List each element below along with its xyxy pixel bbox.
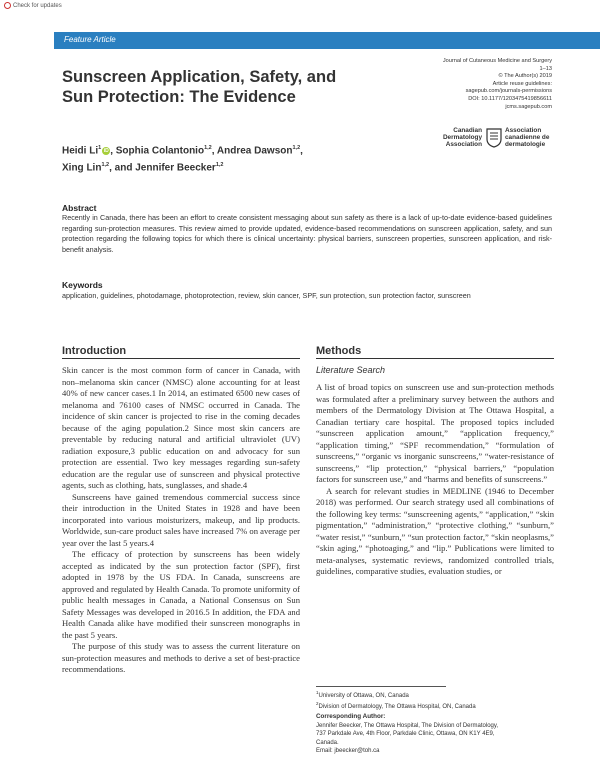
check-updates-link[interactable]: [4, 2, 62, 9]
paragraph: Skin cancer is the most common form of cancer in Canada, with non–melanoma skin cancer (NMSC) alone accounting for at least 40% of new cancer cases.1 In 2014, an estimated 6500 new cases of melanoma and 76100 cases of NMSC occurred in Canada. The incidence of skin cancer is projected to rise in the coming decades because of the aging population.2 Since most skin cancers are preventable by reducing natural and artificial ultraviolet (UV) radiation exposure,3 public education on and advocacy for sun protection are essential. Two key messages regarding sun-safety education are the regular use of sunscreen and physical protective agents, such as clothing, hats, sunglasses, and shade.4: [62, 365, 300, 490]
introduction-body: [62, 365, 300, 676]
orcid-icon[interactable]: iD: [103, 148, 109, 155]
reuse-link[interactable]: sagepub.com/journals-permissions: [465, 88, 552, 95]
corresponding-author-heading: Corresponding Author:: [316, 713, 386, 720]
paragraph: Sunscreens have gained tremendous commercial success since their introduction in the United States in 1928 and have been incorporated into various moisturizers, makeup, and lip products. Worldwide, sun-care product sales have increased 7% on average per year over the last 5 years.4: [62, 491, 300, 548]
association-logo: [430, 127, 555, 155]
association-name-fr: Association canadienne de dermatologie: [505, 127, 550, 149]
abstract-text: Recently in Canada, there has been an effort to create consistent messaging about sun safety as there is a lack of up-to-date evidence-based guidelines regarding sun-protection measures. This review aimed to provide updated, evidence-based recommendations on sunscreen application, safety, and sun protection regarding the following topics for which there is clinical uncertainty: physical barriers, sunscreen properties, sunscreen application, and risk-benefit analysis.: [62, 213, 552, 254]
affiliation-text: Division of Dermatology, The Ottawa Hospital, ON, Canada: [318, 704, 476, 711]
author-separator: ,: [300, 145, 303, 157]
address-line: 737 Parkdale Ave, 4th Floor, Parkdale Clinic, Ottawa, ON K1Y 4E9,: [316, 731, 495, 738]
top-bar: [0, 0, 600, 14]
copyright: © The Author(s) 2019: [498, 73, 552, 80]
footnote-divider: [316, 686, 446, 687]
affiliation-marker: 1: [98, 145, 102, 151]
author-name[interactable]: Xing Lin: [62, 162, 102, 174]
affiliation-marker: 2: [316, 701, 319, 707]
affiliations: [316, 689, 556, 712]
check-updates-label: Check for updates: [13, 2, 62, 9]
page-range: 1–13: [539, 65, 552, 72]
journal-site-link[interactable]: jcms.sagepub.com: [505, 103, 552, 110]
address-line: Jennifer Beecker, The Ottawa Hospital, The Division of Dermatology,: [316, 723, 499, 729]
author-name[interactable]: , and Jennifer Beecker: [109, 162, 216, 174]
association-name-en: Canadian Dermatology Association: [442, 127, 482, 149]
author-list: [62, 141, 362, 176]
crossmark-icon: [4, 2, 11, 9]
feature-article-label: Feature Article: [64, 35, 116, 44]
affiliation-marker: 1: [316, 690, 319, 695]
section-divider: [62, 358, 300, 359]
author-name[interactable]: , Sophia Colantonio: [110, 145, 205, 157]
doi-link[interactable]: DOI: 10.1177/1203475419856611: [468, 95, 552, 102]
journal-name: Journal of Cutaneous Medicine and Surgery: [442, 58, 552, 64]
reuse-label: Article reuse guidelines:: [492, 80, 552, 87]
paragraph: A list of broad topics on sunscreen use and sun-protection methods was formulated after a preliminary survey between the authors and members of the Dermatology Division at The Ottawa Hospital, a Canadian tertiary care hospital. The proposed topics included “sunscreen application amount,” “application frequency,” “application timing,” “SPF recommendation,” “formulation of sunscreens,” “organic vs inorganic sunscreens,” “water-resistance of sunscreens,” “lip protection,” “physical barriers,” “population factors for sunscreen use,” and “harms and benefits of sunscreens.”: [316, 382, 554, 484]
literature-search-subheading: Literature Search: [316, 365, 386, 375]
feature-article-banner: [54, 32, 600, 49]
affiliation-marker: 1,2: [292, 145, 301, 151]
affiliation-marker: 1,2: [204, 145, 212, 151]
association-crest-icon: [486, 128, 502, 148]
abstract-heading: Abstract: [62, 203, 97, 213]
author-name[interactable]: Heidi Li: [62, 145, 99, 157]
section-divider: [316, 358, 554, 359]
methods-heading: Methods: [316, 345, 362, 357]
affiliation-text: University of Ottawa, ON, Canada: [318, 693, 409, 699]
corresponding-author-details: [316, 722, 556, 755]
paragraph: A search for relevant studies in MEDLINE (1946 to December 2018) was performed. Our search strategy used all combinations of the following key terms: “sunscreening agents,” “application,” “skin pigmentation,” “administration,” “protective clothing,” “sunburn,” “water resist,” “sunburn,” “sun protection factor,” “skin neoplasms,” “skin aging,” “photoaging,” and “lip.” Publications were limited to meta-analyses, systematic reviews, randomized controlled trials, guidelines, comparative studies, evaluation studies, or: [316, 485, 554, 576]
methods-body: [316, 382, 554, 578]
keywords-text: application, guidelines, photodamage, photoprotection, review, skin cancer, SPF, sun protection, sun protection factor, sunscreen: [62, 291, 471, 300]
paragraph: The purpose of this study was to assess the current literature on sun-protection measures and methods to derive a set of best-practice recommendations.: [62, 641, 300, 674]
affiliation-marker: 1,2: [215, 162, 224, 169]
article-title: Sunscreen Application, Safety, and Sun Protection: The Evidence: [62, 68, 337, 106]
affiliation-2: [316, 700, 556, 711]
address-line: Canada.: [316, 739, 339, 746]
author-name[interactable]: , Andrea Dawson: [211, 145, 293, 157]
journal-meta: [380, 58, 552, 111]
keywords-heading: Keywords: [62, 280, 103, 290]
email-link[interactable]: Email: jbeecker@toh.ca: [316, 747, 380, 754]
introduction-heading: Introduction: [62, 345, 127, 357]
affiliation-1: [316, 689, 556, 700]
affiliation-marker: 1,2: [101, 162, 110, 169]
paragraph: The efficacy of protection by sunscreens has been widely accepted as indicated by the sun protection factor (SPF), first adopted in 1978 by the US FDA. In Canada, sunscreens are approved and regulated by Health Canada. To promote uniformity of public health messages in Canada, a National Consensus on Sun Safety Messages was developed in 2016.5 In addition, the FDA and Health Canada alike have modified their sunscreen monographs in the past 5 years.: [62, 549, 300, 640]
